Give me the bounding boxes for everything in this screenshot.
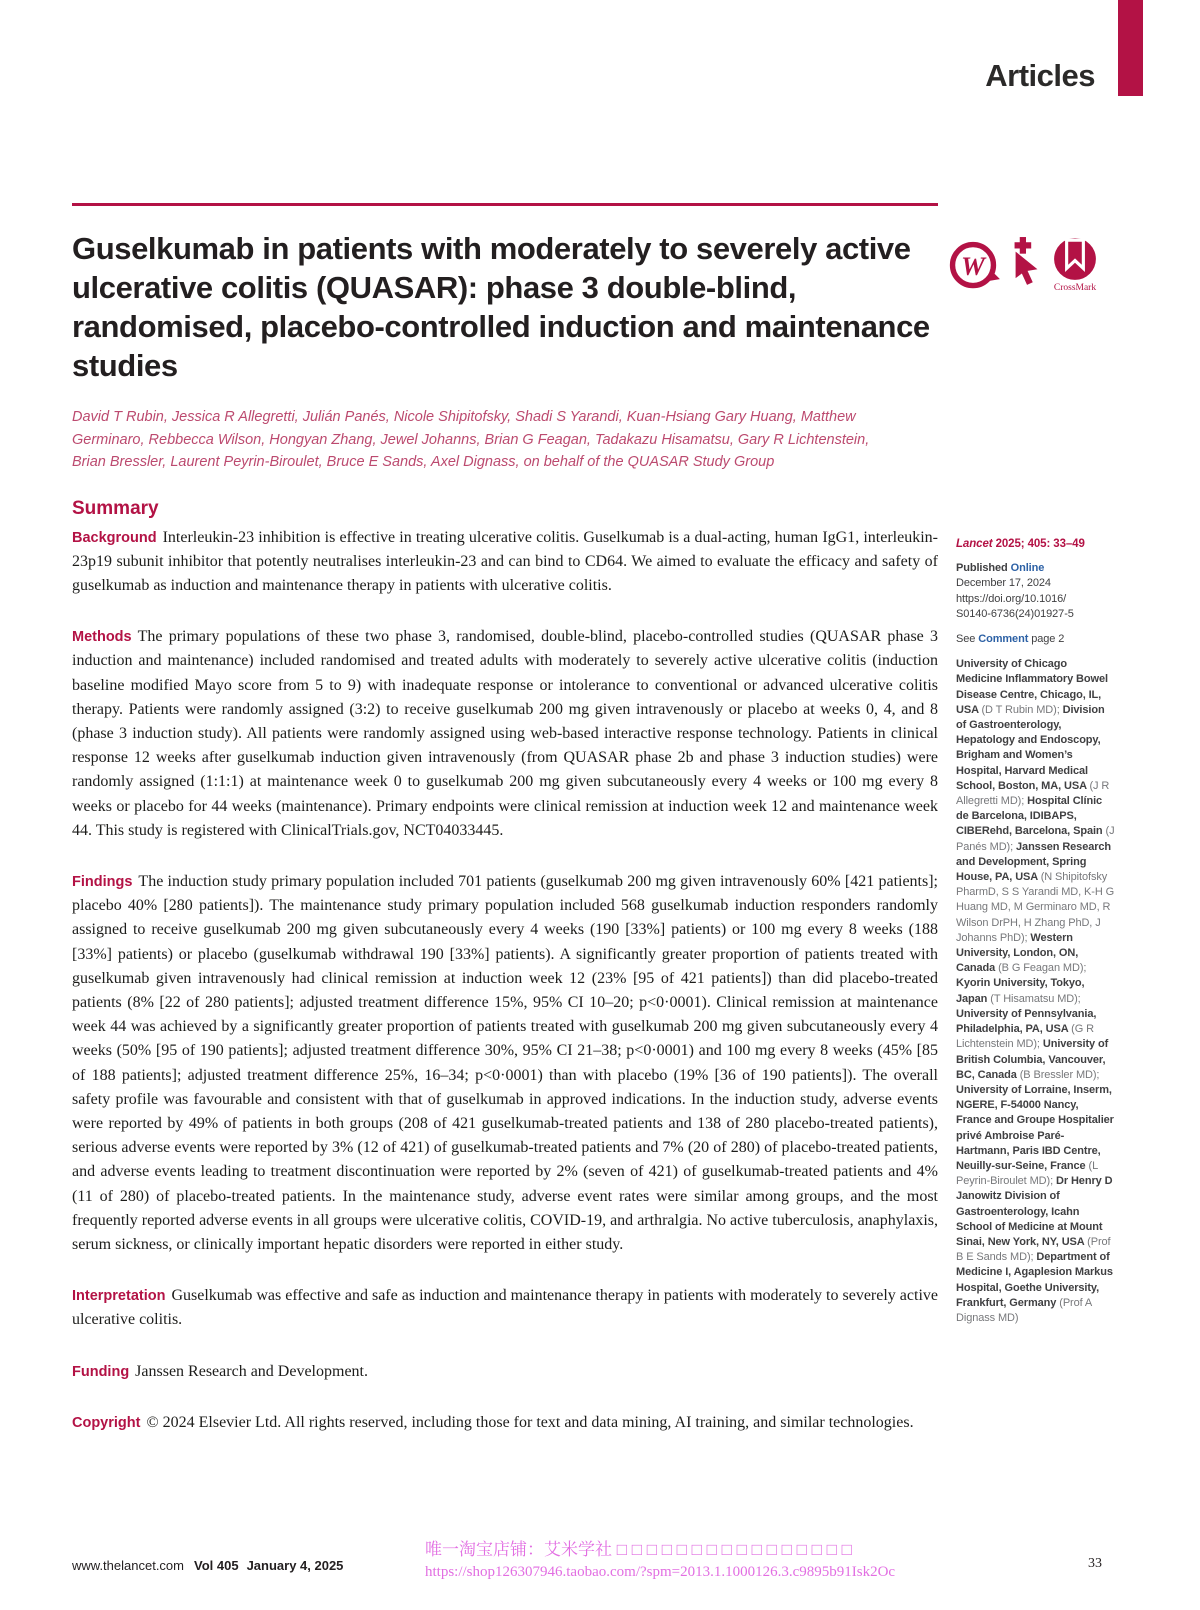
footer-site-url: www.thelancet.com: [72, 1558, 184, 1573]
published-prefix: Published: [956, 562, 1011, 575]
journal-section-label: Articles: [985, 58, 1095, 93]
comment-prefix: See: [956, 633, 979, 646]
title-divider-rule: [72, 203, 938, 206]
summary-interpretation-paragraph: [72, 1284, 938, 1332]
background-text: Interleukin-23 inhibition is effective in treating ulcerative colitis. Guselkumab is a dual-acting, human IgG1, interleukin-23p19 subunit inhibitor that potently neutralises interleukin-23 and can bind to CD64. We aimed to evaluate the efficacy and safety of guselkumab as induction and maintenance therapy in patients with ulcerative colitis.: [72, 528, 938, 594]
publication-date: December 17, 2024: [956, 577, 1051, 590]
author-list: David T Rubin, Jessica R Allegretti, Julián Panés, Nicole Shipitofsky, Shadi S Yarandi, Kuan-Hsiang Gary Huang, Matthew Germinaro, Rebbecca Wilson, Hongyan Zhang, Jewel Johanns, Brian G Feagan, Tadakazu Hisamatsu, Gary R Lichtenstein, Brian Bressler, Laurent Peyrin-Biroulet, Bruce E Sands, Axel Dignass, on behalf of the QUASAR Study Group: [72, 409, 870, 470]
watermark: [425, 1538, 1045, 1583]
sidebar: [956, 537, 1116, 1326]
background-label: Background: [72, 529, 157, 546]
svg-text:W: W: [961, 250, 985, 281]
summary-findings-paragraph: [72, 870, 938, 1257]
footer-volume: Vol 405: [194, 1558, 239, 1573]
interpretation-text: Guselkumab was effective and safe as induction and maintenance therapy in patients with moderately to severely active ulcerative colitis.: [72, 1287, 938, 1329]
publication-info: [956, 561, 1116, 622]
summary-methods-paragraph: [72, 625, 938, 843]
comment-suffix: page 2: [1028, 633, 1065, 646]
affiliations: University of Chicago Medicine Inflammatory Bowel Disease Centre, Chicago, IL, USA (D T Rubin MD); Division of Gastroenterology, Hepatology and Endoscopy, Brigham and Women’s Hospital, Harvard Medical School, Boston, MA, USA (J R Allegretti MD); Hospital Clínic de Barcelona, IDIBAPS, CIBERehd, Barcelona, Spain (J Panés MD); Janssen Research and Development, Spring House, PA, USA (N Shipitofsky PharmD, S S Yarandi MD, K-H G Huang MD, M Germinaro MD, R Wilson DrPH, H Zhang PhD, J Johanns PhD); Western University, London, ON, Canada (B G Feagan MD); Kyorin University, Tokyo, Japan (T Hisamatsu MD); University of Pennsylvania, Philadelphia, PA, USA (G R Lichtenstein MD); University of British Columbia, Vancouver, BC, Canada (B Bressler MD); University of Lorraine, Inserm, NGERE, F-54000 Nancy, France and Groupe Hospitalier privé Ambroise Paré-Hartmann, Paris IBD Centre, Neuilly-sur-Seine, France (L Peyrin-Biroulet MD); Dr Henry D Janowitz Division of Gastroenterology, Icahn School of Medicine at Mount Sinai, New York, NY, USA (Prof B E Sands MD); Department of Medicine I, Agaplesion Markus Hospital, Goethe University, Frankfurt, Germany (Prof A Dignass MD): [956, 658, 1115, 1324]
web-extra-icon: [946, 236, 1000, 292]
crossmark-icon[interactable]: [1052, 236, 1098, 293]
footer-journal-info: [72, 1558, 343, 1573]
citation: [956, 537, 1116, 552]
doi-line-2: S0140-6736(24)01927-5: [956, 607, 1074, 620]
footer-date: January 4, 2025: [246, 1558, 344, 1573]
interpretation-label: Interpretation: [72, 1288, 166, 1305]
citation-journal: Lancet: [956, 538, 993, 550]
comment-link[interactable]: Comment: [978, 633, 1029, 646]
see-comment-note: [956, 632, 1116, 647]
summary-background-paragraph: [72, 526, 938, 599]
summary-funding-paragraph: [72, 1360, 938, 1384]
watermark-shop-text: 唯一淘宝店铺：艾米学社 □ □ □ □ □ □ □ □ □ □ □ □ □ □ □ □: [425, 1540, 852, 1559]
findings-text: The induction study primary population included 701 patients (guselkumab 200 mg given intravenously 60% [421 patients]; placebo 40% [280 patients]). The maintenance study primary population included 568 guselkumab induction responders randomly assigned to receive guselkumab 200 mg given subcutaneously every 4 weeks (190 [33%] patients) or 100 mg every 8 weeks (188 [33%] patients) or placebo (guselkumab withdrawal 190 [33%] patients). A significantly greater proportion of patients treated with guselkumab given intravenously had clinical remission at induction week 12 (23% [95 of 421 patients]) than did placebo-treated patients (8% [22 of 280 patients]; adjusted treatment difference 15%, 95% CI 10–20; p<0·0001). Clinical remission at maintenance week 44 was achieved by a significantly greater proportion of patients treated with guselkumab 200 mg given subcutaneously every 4 weeks (50% [95 of 190 patients]; adjusted treatment difference 30%, 95% CI 21–38; p<0·0001) and 100 mg every 8 weeks (45% [85 of 188 patients]; adjusted treatment difference 25%, 16–34; p<0·0001) than with placebo (19% [36 of 190 patients]). The overall safety profile was favourable and consistent with that of guselkumab in approved indications. In the induction study, adverse events were reported by 49% of patients in both groups (208 of 421 guselkumab-treated patients and 138 of 280 placebo-treated patients), serious adverse events were reported by 3% (12 of 421) of guselkumab-treated patients and 7% (20 of 280) of placebo-treated patients, and adverse events leading to treatment discontinuation were reported by 2% (seven of 421) of guselkumab-treated patients and 4% (11 of 280) of placebo-treated patients. In the maintenance study, adverse event rates were similar among groups, and the most frequently reported adverse events in all groups were ulcerative colitis, COVID-19, and arthralgia. No active tuberculosis, anaphylaxis, serum sickness, or clinically important hepatic disorders were reported in either study.: [72, 872, 938, 1253]
summary-heading: Summary: [72, 497, 159, 519]
funding-text: Janssen Research and Development.: [135, 1362, 368, 1380]
main-column: [72, 229, 938, 1462]
corner-accent-bar: [1118, 0, 1143, 96]
page-number: 33: [1088, 1556, 1102, 1571]
citation-rest: 2025; 405: 33–49: [992, 538, 1085, 550]
summary-copyright-paragraph: [72, 1411, 938, 1435]
article-title: Guselkumab in patients with moderately to severely active ulcerative colitis (QUASAR): phase 3 double-blind, randomised, placebo-controlled induction and maintenance studies: [72, 231, 930, 383]
methods-label: Methods: [72, 629, 132, 646]
findings-label: Findings: [72, 873, 133, 890]
interactive-cursor-icon: [1007, 236, 1045, 288]
online-link[interactable]: Online: [1010, 562, 1045, 575]
copyright-label: Copyright: [72, 1414, 141, 1431]
methods-text: The primary populations of these two phase 3, randomised, double-blind, placebo-controlled studies (QUASAR phase 3 induction and maintenance) included randomised and treated adults with moderately to severely active ulcerative colitis (induction baseline modified Mayo score from 5 to 9) with inadequate response or intolerance to conventional or advanced ulcerative colitis therapy. Patients were randomly assigned (3:2) to receive guselkumab 200 mg given intravenously or placebo at weeks 0, 4, and 8 (phase 3 induction study). All patients were randomly assigned using web-based interactive response technology. Patients in clinical response 12 weeks after guselkumab induction given intravenously (from QUASAR phase 2b and phase 3 induction studies) were randomly assigned (1:1:1) at maintenance week 0 to guselkumab 200 mg given subcutaneously every 4 weeks or 100 mg every 8 weeks or placebo for 44 weeks (maintenance). Primary endpoints were clinical remission at induction week 12 and maintenance week 44. This study is registered with ClinicalTrials.gov, NCT04033445.: [72, 628, 938, 839]
crossmark-label: CrossMark: [1053, 283, 1097, 293]
copyright-text: © 2024 Elsevier Ltd. All rights reserved, including those for text and data mining, AI training, and similar technologies.: [146, 1413, 914, 1431]
watermark-shop-url: https://shop126307946.taobao.com/?spm=2013.1.1000126.3.c9895b91Isk2Oc: [425, 1564, 896, 1580]
article-feature-icons: [946, 236, 1116, 322]
funding-label: Funding: [72, 1363, 130, 1380]
doi-line-1: https://doi.org/10.1016/: [956, 592, 1067, 605]
